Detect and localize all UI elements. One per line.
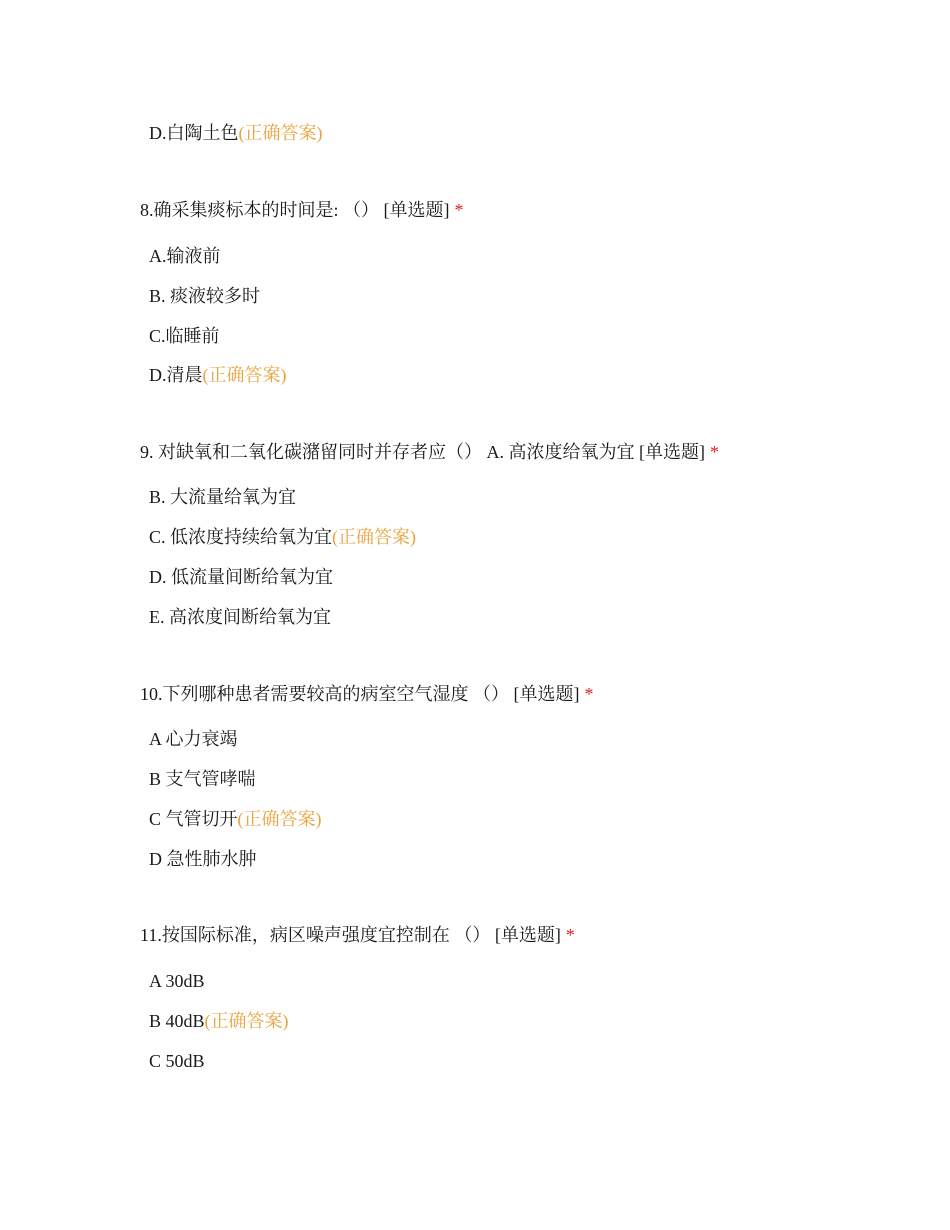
option-text: C.临睡前 [149,326,220,346]
correct-answer-marker: (正确答案) [202,365,287,385]
option-text: A 心力衰竭 [149,729,238,749]
option-q11-b [149,1009,289,1033]
option-q8-c [149,324,220,348]
option-q9-c [149,525,416,549]
option-q10-c [149,807,322,831]
question-11-title [140,923,575,947]
required-marker: * [565,925,575,945]
correct-answer-marker: (正确答案) [237,809,322,829]
option-q10-d [149,847,257,871]
option-q10-b [149,767,256,791]
correct-answer-marker: (正确答案) [238,123,323,143]
question-title-text: 11.按国际标准，病区噪声强度宜控制在 （） [单选题] [140,925,561,945]
option-text: E. 高浓度间断给氧为宜 [149,607,331,627]
option-q11-c [149,1049,205,1073]
question-title-text: 9. 对缺氧和二氧化碳潴留同时并存者应（） A. 高浓度给氧为宜 [单选题] [140,442,705,462]
option-text: A 30dB [149,971,205,991]
question-10-title [140,682,594,706]
required-marker: * [709,442,719,462]
question-title-text: 8.确采集痰标本的时间是: （） [单选题] [140,200,450,220]
option-q9-e [149,605,331,629]
option-text: D 急性肺水肿 [149,849,257,869]
option-q11-a [149,969,205,993]
option-text: D.清晨 [149,365,203,385]
option-text: C 气管切开 [149,809,238,829]
question-title-text: 10.下列哪种患者需要较高的病室空气湿度 （） [单选题] [140,684,580,704]
option-text: B. 痰液较多时 [149,286,261,306]
option-text: C 50dB [149,1051,205,1071]
option-q8-b [149,284,260,308]
option-text: D.白陶土色 [149,123,239,143]
question-8-title [140,198,464,222]
required-marker: * [584,684,594,704]
option-text: B. 大流量给氧为宜 [149,487,297,507]
option-q10-a [149,727,238,751]
option-text: C. 低浓度持续给氧为宜 [149,527,333,547]
correct-answer-marker: (正确答案) [204,1011,289,1031]
question-9-title [140,440,719,464]
option-text: B 40dB [149,1011,205,1031]
option-text: D. 低流量间断给氧为宜 [149,567,333,587]
option-q9-d [149,565,333,589]
option-text: B 支气管哮喘 [149,769,256,789]
option-q8-a [149,244,221,268]
option-q9-b [149,485,296,509]
option-q7-d [149,121,323,145]
correct-answer-marker: (正确答案) [332,527,417,547]
option-text: A.输液前 [149,246,221,266]
option-q8-d [149,363,287,387]
required-marker: * [454,200,464,220]
